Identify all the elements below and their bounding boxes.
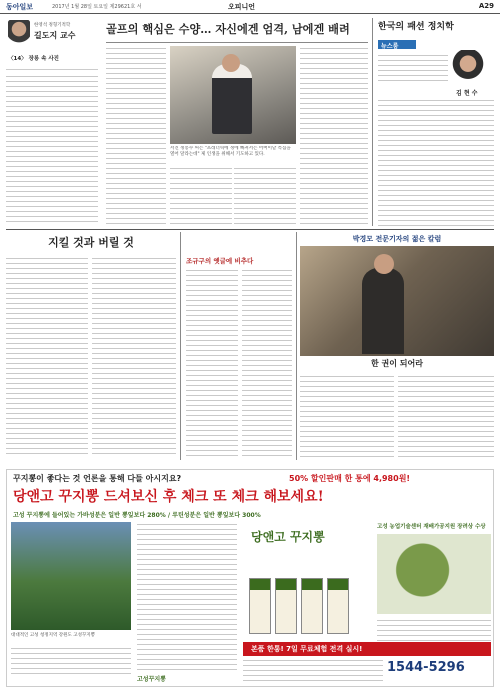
- feature-photo: [170, 46, 296, 144]
- photo-column-title: 한 권이 되어라: [371, 358, 423, 368]
- column2-body-col2: [242, 268, 292, 458]
- feature-body-col4: [300, 46, 368, 226]
- korean-column-body: [378, 98, 494, 226]
- ad-phone: 1544-5296: [387, 660, 465, 675]
- photo-column-tag: 박경모 전문기자의 젊은 칼럼: [352, 235, 442, 243]
- feature-body-col3: [234, 166, 296, 226]
- column2-body-col1: [186, 268, 238, 458]
- column2-headline: 조규구의 옛글에 비추다: [186, 257, 254, 265]
- korean-column-portrait: [452, 50, 484, 86]
- ad-subheadline: 고성 꾸지뽕에 들어있는 가바성분은 일반 뽕잎보다 280% / 루틴성분은 일반 뽕잎보다 300%: [13, 512, 261, 519]
- column1-label: 한영석 정형기적학: [34, 23, 71, 28]
- ad-fineprint: [243, 658, 383, 682]
- column1-body: [6, 74, 98, 226]
- korean-column-title: 한국의 패션 정치학: [378, 22, 454, 32]
- newsroom-badge: [378, 40, 416, 49]
- photo-column-image: [300, 246, 494, 356]
- photo-column-body-col1: [300, 374, 394, 458]
- ad-cta: 본품 한통! 7일 무료체험 전격 실시!: [251, 645, 363, 653]
- ad-headline-top: 꾸지뽕이 좋다는 것 언론을 통해 다들 아시지요?: [13, 474, 182, 483]
- column1-header: [6, 18, 98, 70]
- newsroom-badge-label: 뉴스룸: [381, 43, 399, 50]
- korean-column-intro: [378, 53, 448, 85]
- ad-left-text: [11, 646, 131, 674]
- author-portrait: [8, 20, 30, 46]
- ad-discount: 50% 할인판매 한 통에 4,980원!: [289, 474, 411, 483]
- ad-left-caption: 대대적인 고성 청정지역 강원도 고성꾸지뽕: [11, 633, 95, 638]
- feature-headline: 골프의 핵심은 수양… 자신에겐 엄격, 남에겐 배려: [106, 22, 350, 36]
- ad-brand-block: [243, 522, 373, 566]
- column1-intro: 〈14〉 장롱 속 사진: [8, 56, 59, 62]
- ad-cta-bar: [243, 642, 491, 656]
- ad-leaf-image: [377, 534, 491, 614]
- korean-column-author: 김 현 수: [456, 90, 478, 97]
- ad-brand: 당앤고 꾸지뽕: [251, 530, 325, 544]
- page-number: A29: [478, 2, 494, 10]
- ad-product-jars: [245, 568, 369, 638]
- column1-author: 길도지 교수: [34, 31, 76, 40]
- feature-body-col2: [170, 166, 232, 226]
- feature-photo-caption: 서진 정봉수 씨는 "프레더릭에 정에 빠져서는 어버이날 특집을 열어 달라는데" 제 인생을 위해서 기도하고 있다.: [170, 146, 291, 157]
- advertisement: [6, 469, 494, 687]
- editorial-body-col2: [92, 256, 176, 456]
- issue-date: 2017년 1월 28일 토요일 제29621호 서: [52, 4, 142, 10]
- editorial-body-col1: [6, 256, 88, 456]
- ad-headline-main: 당앤고 꾸지뽕 드셔보신 후 체크 또 체크 해보세요!: [13, 489, 324, 505]
- publisher-name: 동아일보: [6, 3, 34, 11]
- ad-maker: 고성꾸지뽕: [137, 676, 166, 683]
- ad-right-text: [377, 618, 491, 642]
- editorial-title: 지킬 것과 버릴 것: [48, 236, 134, 249]
- ad-center-text: [137, 522, 237, 672]
- page-header: [0, 0, 500, 14]
- ad-right-title: 고성 농업기술센터 재배가공지원 장려상 수상: [377, 524, 486, 530]
- photo-column-body-col2: [398, 374, 494, 458]
- feature-body-col1: [106, 46, 166, 226]
- ad-landscape-image: [11, 522, 131, 630]
- section-name: 오피니언: [228, 3, 256, 11]
